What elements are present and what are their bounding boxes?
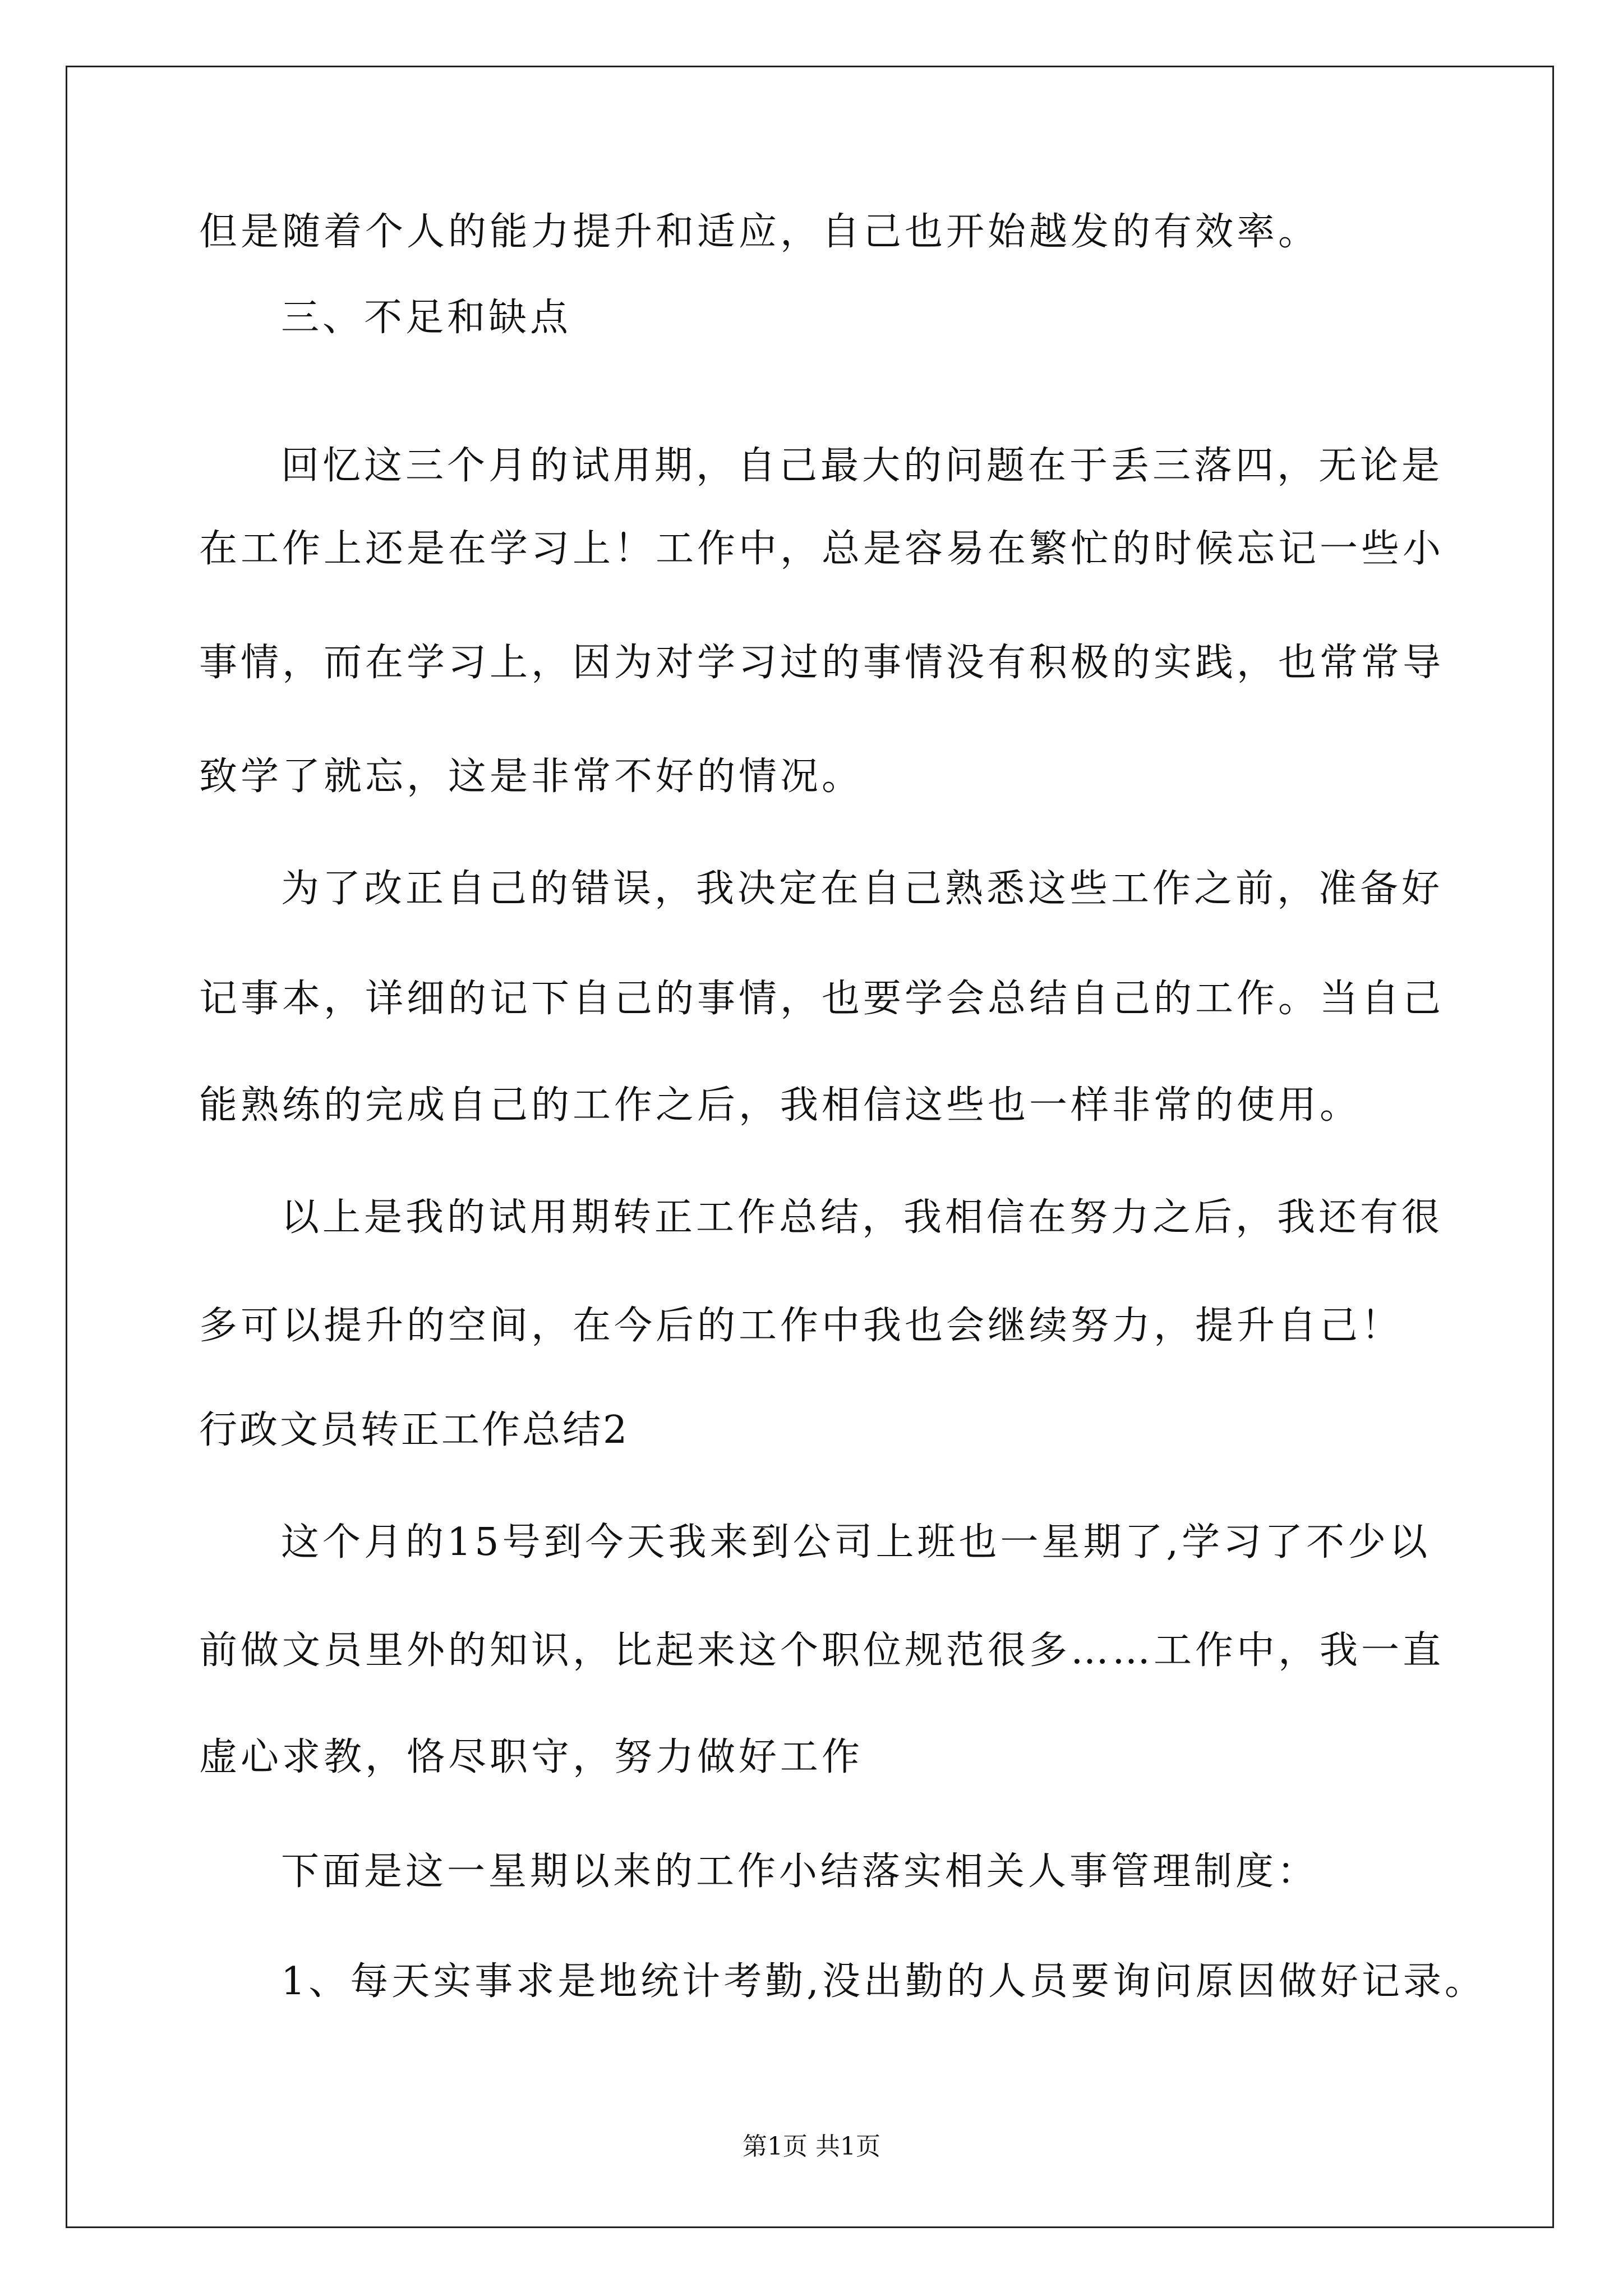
paragraph-line: 多可以提升的空间，在今后的工作中我也会继续努力，提升自己！	[199, 1304, 1403, 1348]
paragraph-line: 记事本，详细的记下自己的事情，也要学会总结自己的工作。当自己	[199, 977, 1445, 1021]
paragraph-line: 前做文员里外的知识，比起来这个职位规范很多……工作中，我一直	[199, 1628, 1445, 1673]
paragraph-line: 1、每天实事求是地统计考勤,没出勤的人员要询问原因做好记录。	[281, 1959, 1486, 2004]
paragraph-line: 这个月的15号到今天我来到公司上班也一星期了,学习了不少以	[281, 1520, 1431, 1565]
paragraph-line: 虚心求教，恪尽职守，努力做好工作	[199, 1735, 864, 1779]
document-title: 行政文员转正工作总结2	[199, 1408, 630, 1452]
paragraph-line: 为了改正自己的错误，我决定在自己熟悉这些工作之前，准备好	[281, 867, 1444, 911]
page-number: 第1页 共1页	[743, 2132, 880, 2161]
paragraph-line: 事情，而在学习上，因为对学习过的事情没有积极的实践，也常常导	[199, 641, 1445, 685]
paragraph-line: 致学了就忘，这是非常不好的情况。	[199, 754, 864, 799]
paragraph-line: 下面是这一星期以来的工作小结落实相关人事管理制度：	[281, 1849, 1319, 1894]
paragraph-line: 回忆这三个月的试用期，自己最大的问题在于丢三落四，无论是	[281, 444, 1444, 488]
paragraph-line: 但是随着个人的能力提升和适应，自己也开始越发的有效率。	[199, 210, 1320, 254]
page-border	[66, 66, 1554, 2228]
paragraph-line: 以上是我的试用期转正工作总结，我相信在努力之后，我还有很	[281, 1195, 1444, 1240]
section-heading: 三、不足和缺点	[281, 296, 572, 340]
paragraph-line: 在工作上还是在学习上！工作中，总是容易在繁忙的时候忘记一些小	[199, 527, 1445, 571]
paragraph-line: 能熟练的完成自己的工作之后，我相信这些也一样非常的使用。	[199, 1083, 1362, 1128]
